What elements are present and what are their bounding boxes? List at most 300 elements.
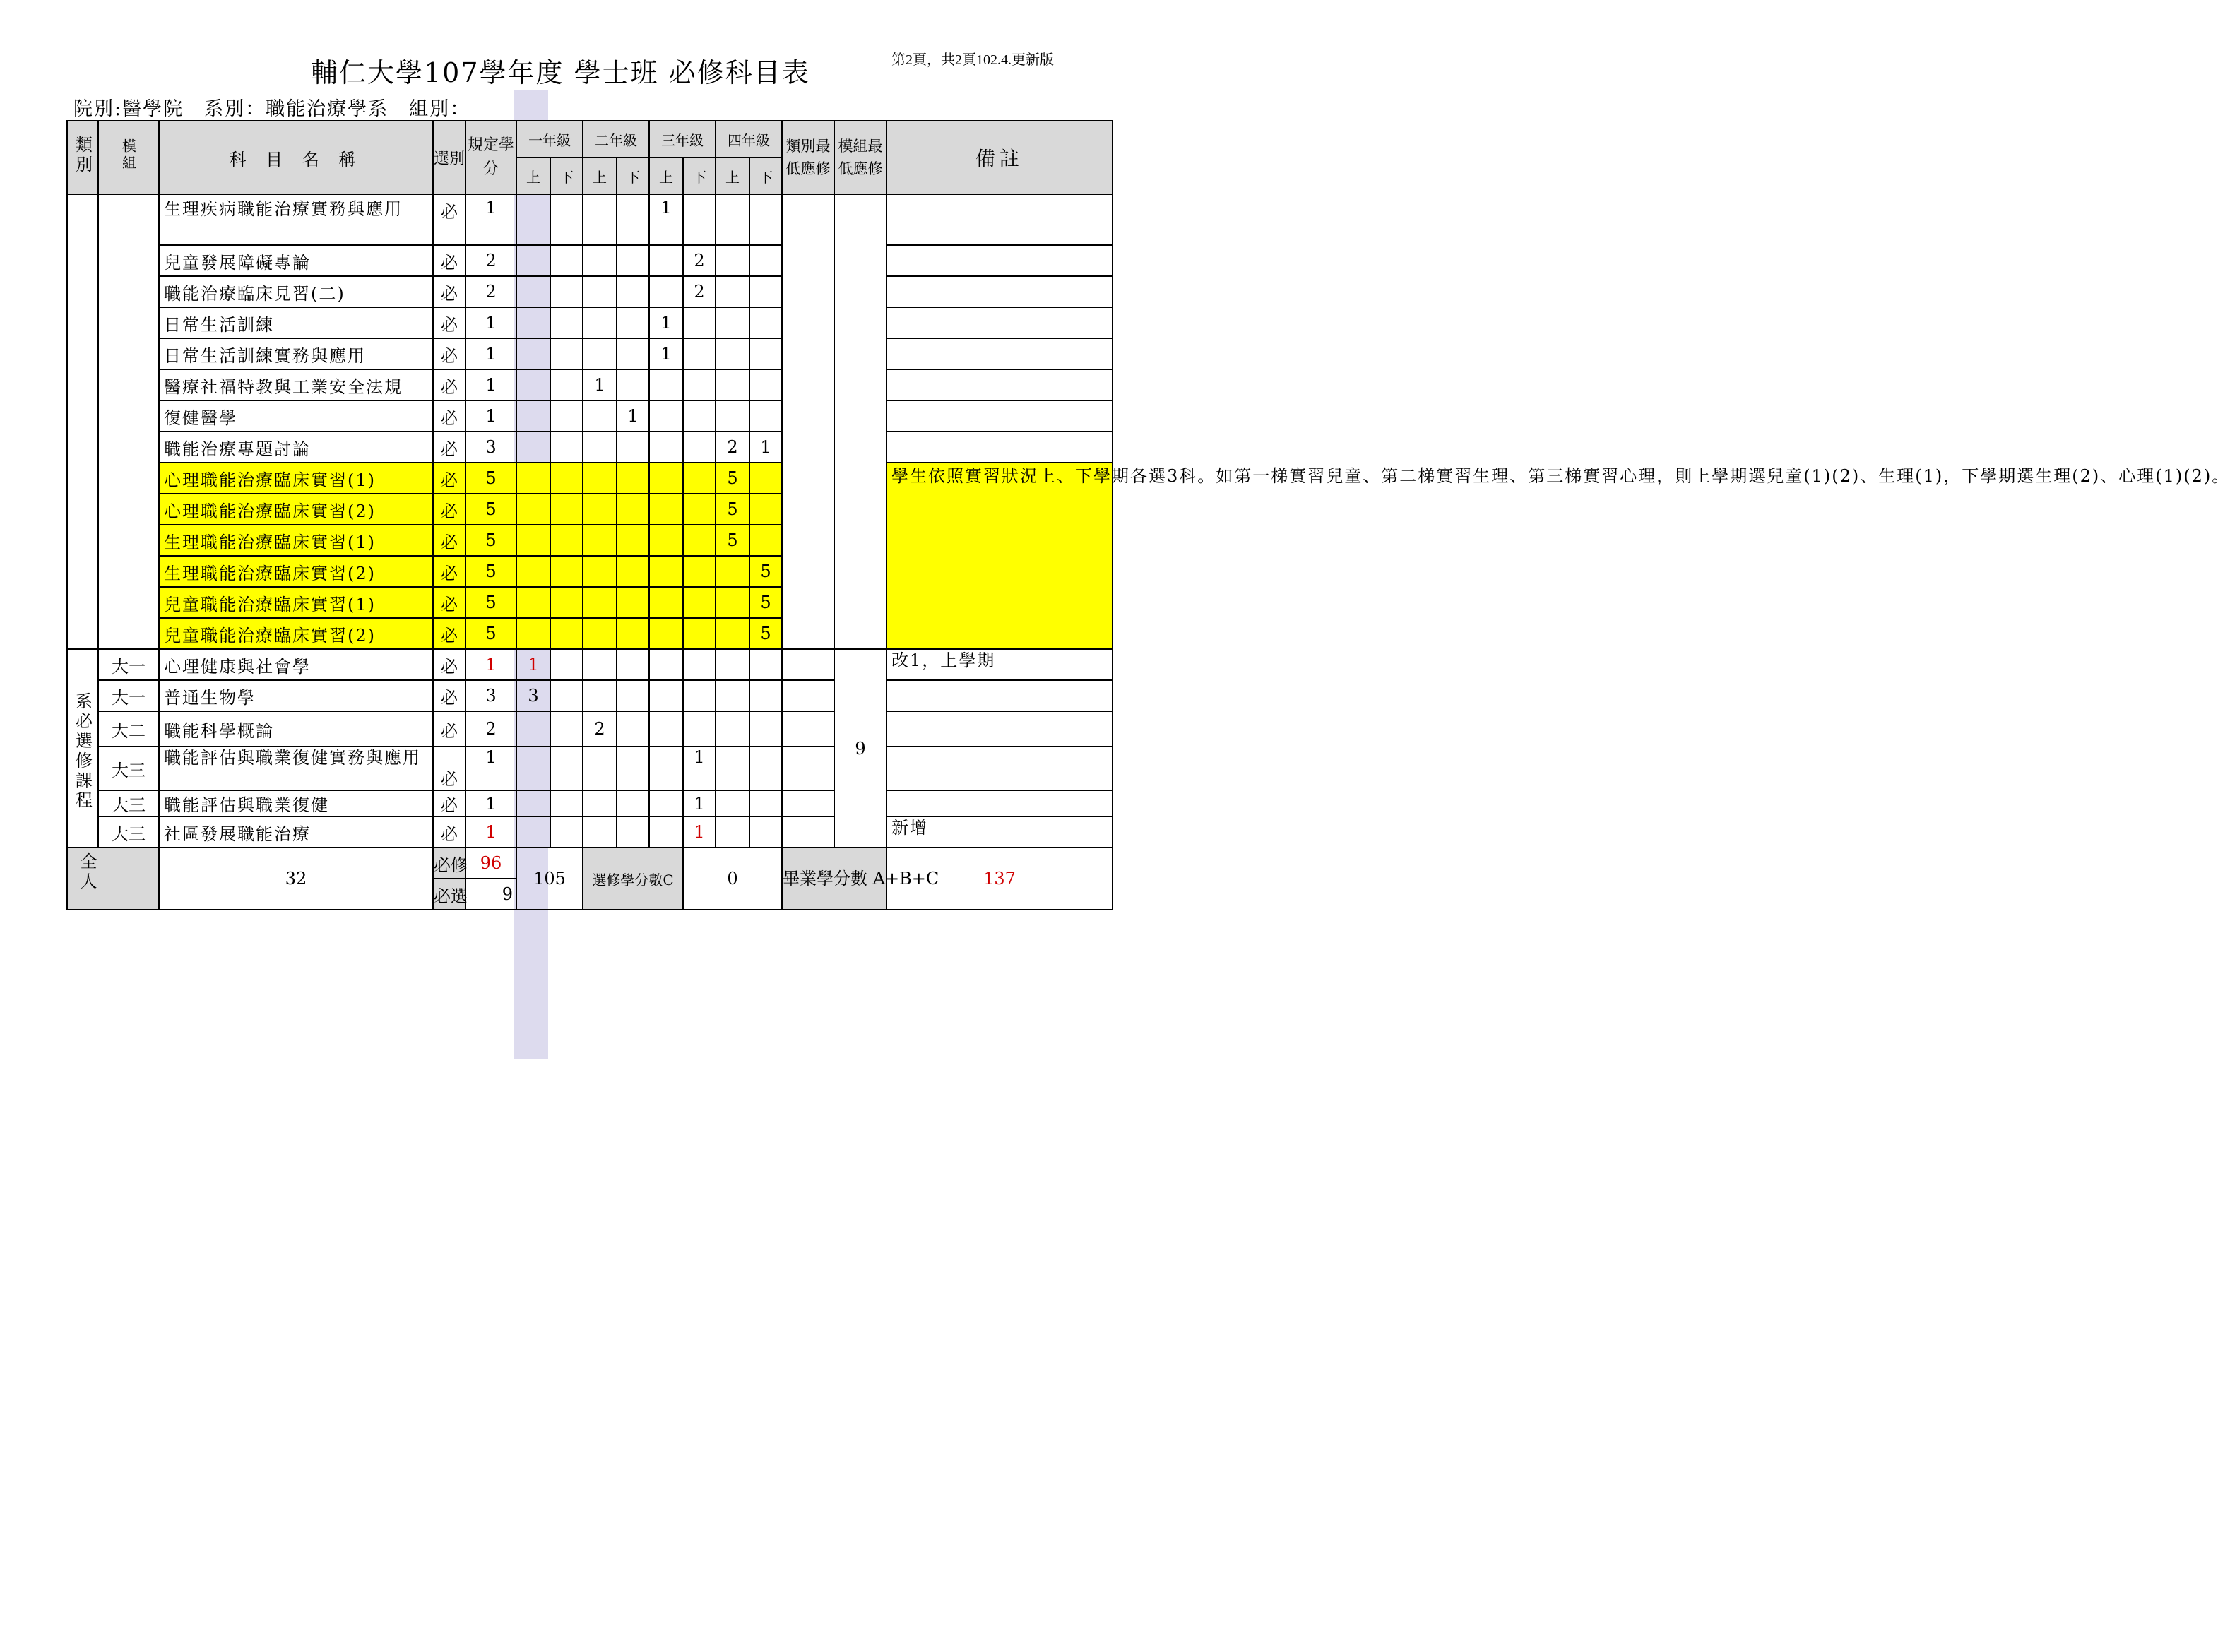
course-name: 社區發展職能治療 [159,816,433,848]
elective-category-label [67,649,98,848]
semester-cell: 1 [683,790,716,816]
required-flag: 必 [433,816,465,848]
semester-cell [683,587,716,618]
semester-cell [749,649,782,680]
semester-cell [583,747,617,790]
semester-cell [617,587,649,618]
semester-cell [683,618,716,649]
semester-cell [649,587,683,618]
semester-cell [583,307,617,338]
semester-cell [749,680,782,711]
required-flag: 必 [433,790,465,816]
semester-cell: 1 [683,816,716,848]
semester-cell [617,494,649,525]
remarks-cell [886,432,1113,463]
semester-cell [683,432,716,463]
credits-cell: 3 [465,680,516,711]
year-label: 大一 [98,649,159,680]
semester-cell: 1 [649,338,683,369]
semester-cell [716,790,749,816]
credits-cell: 1 [465,747,516,790]
semester-cell [649,649,683,680]
credits-cell: 1 [465,649,516,680]
page-info: 第2頁，共2頁102.4.更新版 [891,52,1054,68]
semester-cell [550,618,583,649]
credits-cell: 5 [465,618,516,649]
credits-cell: 5 [465,556,516,587]
y4-up-header: 上 [716,158,749,194]
semester-cell: 1 [649,194,683,245]
curriculum-table [66,120,2230,910]
elective-category-text: 系必選修課程 [72,692,93,811]
required-total: 96 [465,848,516,879]
semester-cell [516,587,550,618]
semester-cell [550,494,583,525]
semester-cell [617,790,649,816]
semester-cell [749,307,782,338]
semester-cell [683,307,716,338]
semester-cell [716,307,749,338]
semester-cell [649,463,683,494]
required-flag: 必 [433,307,465,338]
semester-cell [516,338,550,369]
semester-cell [516,400,550,432]
required-flag: 必 [433,369,465,400]
semester-cell [683,556,716,587]
semester-cell [683,680,716,711]
semester-cell [550,747,583,790]
semester-cell [749,245,782,276]
semester-cell: 1 [649,307,683,338]
semester-cell [550,400,583,432]
semester-cell [649,816,683,848]
y1-down-header: 下 [550,158,583,194]
remarks-cell [886,245,1113,276]
semester-cell [716,680,749,711]
course-name: 生理職能治療臨床實習(1) [159,525,433,556]
required-flag: 必 [433,400,465,432]
semester-cell [749,463,782,494]
semester-cell: 1 [683,747,716,790]
elective-row [67,790,1113,816]
course-name: 生理疾病職能治療實務與應用 [159,194,433,245]
required-flag: 必 [433,587,465,618]
semester-cell [516,790,550,816]
course-name: 職能治療臨床見習(二) [159,276,433,307]
remarks-cell [886,711,1113,747]
semester-cell [749,338,782,369]
semester-cell [617,276,649,307]
year1-header: 一年級 [516,121,583,158]
semester-cell [583,587,617,618]
credits-cell: 1 [465,790,516,816]
semester-cell: 5 [749,556,782,587]
remarks-cell [886,747,1113,790]
remarks-cell [886,307,1113,338]
required-label: 必修 [433,848,465,879]
semester-cell: 5 [716,494,749,525]
required-flag: 必 [433,747,465,790]
semester-cell [583,194,617,245]
semester-cell [583,400,617,432]
semester-cell [516,432,550,463]
course-name: 兒童發展障礙專論 [159,245,433,276]
elective-row [67,711,1113,747]
course-name: 心理職能治療臨床實習(1) [159,463,433,494]
semester-cell: 3 [516,680,550,711]
category-cell [67,194,98,649]
semester-cell [617,525,649,556]
remarks-header: 備註 [886,121,1113,194]
semester-cell [583,494,617,525]
required-flag: 必 [433,680,465,711]
required-flag: 必 [433,618,465,649]
header-row-1 [67,121,1113,158]
semester-cell [550,432,583,463]
semester-cell [649,680,683,711]
course-row [67,463,1113,494]
semester-cell: 5 [716,463,749,494]
year-label: 大三 [98,816,159,848]
semester-cell [617,556,649,587]
semester-cell [716,400,749,432]
credits-cell: 1 [465,816,516,848]
semester-cell [716,711,749,747]
elective-credits-label: 選修學分數C [583,848,683,910]
required-flag: 必 [433,649,465,680]
semester-cell [550,816,583,848]
course-name: 日常生活訓練 [159,307,433,338]
course-row [67,369,1113,400]
category-header: 類別 [67,121,98,194]
category-min-cell [782,649,834,680]
y3-up-header: 上 [649,158,683,194]
credits-cell: 2 [465,711,516,747]
course-name: 職能評估與職業復健實務與應用 [159,747,433,790]
semester-cell [683,463,716,494]
semester-cell [716,649,749,680]
semester-cell [649,494,683,525]
course-row [67,432,1113,463]
module-header: 模組 [98,121,159,194]
credits-cell: 2 [465,276,516,307]
year-label: 大三 [98,747,159,790]
year-label: 大二 [98,711,159,747]
elective-row [67,680,1113,711]
y1-up-header: 上 [516,158,550,194]
semester-cell [749,369,782,400]
category-min-cell [782,680,834,711]
semester-cell [550,194,583,245]
semester-cell: 1 [749,432,782,463]
course-name: 心理健康與社會學 [159,649,433,680]
semester-cell [649,556,683,587]
elective-row [67,649,1113,680]
semester-cell [683,194,716,245]
general-credits: 32 [159,848,433,910]
year-label: 大一 [98,680,159,711]
y2-up-header: 上 [583,158,617,194]
semester-cell [516,618,550,649]
semester-cell [716,747,749,790]
credits-cell: 5 [465,587,516,618]
semester-cell: 1 [583,369,617,400]
required-flag: 必 [433,494,465,525]
category-min-cell [782,747,834,790]
semester-cell [683,338,716,369]
semester-cell [583,245,617,276]
semester-cell [749,816,782,848]
year4-header: 四年級 [716,121,782,158]
remarks-cell [886,790,1113,816]
semester-cell [583,790,617,816]
required-flag: 必 [433,276,465,307]
semester-cell [749,194,782,245]
semester-cell [617,369,649,400]
graduation-credits-label: 畢業學分數 A+B+C [782,848,886,910]
semester-cell [617,338,649,369]
semester-cell [516,245,550,276]
semester-cell [583,649,617,680]
course-row [67,307,1113,338]
semester-cell [649,747,683,790]
course-name: 職能治療專題討論 [159,432,433,463]
remarks-cell: 改1，上學期 [886,649,1113,680]
semester-cell [516,194,550,245]
semester-cell [716,587,749,618]
y2-down-header: 下 [617,158,649,194]
department-subheader: 院別:醫學院 系別：職能治療學系 組別： [73,98,471,120]
elective-credits-value: 0 [683,848,782,910]
module-cell [98,194,159,649]
semester-cell [583,556,617,587]
remarks-cell [886,369,1113,400]
remarks-cell [886,680,1113,711]
category-min-cell [782,816,834,848]
course-name: 兒童職能治療臨床實習(2) [159,618,433,649]
year2-header: 二年級 [583,121,649,158]
required-flag: 必 [433,245,465,276]
remarks-cell: 新增 [886,816,1113,848]
semester-cell [583,276,617,307]
semester-cell [716,618,749,649]
semester-cell [617,816,649,848]
semester-cell [583,338,617,369]
semester-cell [716,556,749,587]
semester-cell [749,790,782,816]
course-name: 普通生物學 [159,680,433,711]
sum-total: 105 [516,848,583,910]
semester-cell [617,463,649,494]
semester-cell [516,307,550,338]
y3-down-header: 下 [683,158,716,194]
semester-cell: 1 [516,649,550,680]
semester-cell: 2 [683,276,716,307]
semester-cell [550,307,583,338]
semester-cell [516,463,550,494]
semester-cell [550,525,583,556]
semester-cell [749,276,782,307]
semester-cell [516,816,550,848]
semester-cell [516,711,550,747]
credits-cell: 1 [465,369,516,400]
credits-cell: 5 [465,525,516,556]
credits-cell: 5 [465,494,516,525]
semester-cell [716,369,749,400]
semester-cell [683,369,716,400]
module-min-value: 9 [834,649,886,848]
semester-cell [649,276,683,307]
remarks-cell [886,276,1113,307]
required-flag: 必 [433,194,465,245]
remarks-cell [886,400,1113,432]
credits-cell: 1 [465,194,516,245]
course-name: 醫療社福特教與工業安全法規 [159,369,433,400]
internship-note: 學生依照實習狀況上、下學期各選3科。如第一梯實習兒童、第二梯實習生理、第三梯實習心理，則上學期選兒童(1)(2)、生理(1)，下學期選生理(2)、心理(1)(2)。 [886,463,1113,649]
required-flag: 必 [433,463,465,494]
semester-cell [649,432,683,463]
credits-cell: 1 [465,307,516,338]
semester-cell: 5 [749,618,782,649]
semester-cell [583,680,617,711]
semester-cell [649,711,683,747]
course-row [67,194,1113,245]
required-flag: 必 [433,525,465,556]
year-label: 大三 [98,790,159,816]
semester-cell [649,525,683,556]
semester-cell [583,463,617,494]
semester-cell [583,618,617,649]
category-min-cell [782,194,834,649]
semester-cell [516,494,550,525]
semester-cell [516,556,550,587]
required-flag: 必 [433,432,465,463]
semester-cell [583,432,617,463]
semester-cell [550,369,583,400]
semester-cell [716,245,749,276]
semester-cell [716,194,749,245]
semester-cell [683,494,716,525]
semester-cell [749,494,782,525]
elective-row [67,747,1113,790]
semester-cell [649,618,683,649]
semester-cell [617,680,649,711]
semester-cell: 2 [716,432,749,463]
semester-cell [649,400,683,432]
semester-cell [617,307,649,338]
semester-cell: 5 [716,525,749,556]
semester-cell [683,400,716,432]
semester-cell [617,649,649,680]
required-flag: 必 [433,711,465,747]
semester-cell [583,816,617,848]
semester-cell [516,747,550,790]
remarks-cell [886,338,1113,369]
semester-cell [716,338,749,369]
semester-cell [617,432,649,463]
semester-cell: 5 [749,587,782,618]
semester-cell [617,194,649,245]
semester-cell [550,711,583,747]
semester-cell [617,711,649,747]
semester-cell [550,245,583,276]
totals-label [67,848,159,910]
semester-cell [749,747,782,790]
totals-label-text: 全人 [77,852,97,892]
semester-cell [749,711,782,747]
semester-cell [550,587,583,618]
semester-cell [550,338,583,369]
course-name: 職能評估與職業復健 [159,790,433,816]
semester-cell [550,556,583,587]
remarks-cell [886,194,1113,245]
semester-cell [550,276,583,307]
semester-cell [716,276,749,307]
semester-cell [550,680,583,711]
year3-header: 三年級 [649,121,716,158]
semester-cell [516,525,550,556]
module-min-cell [834,194,886,649]
page-title: 輔仁大學107學年度 學士班 必修科目表 [311,57,810,88]
course-row [67,245,1113,276]
course-name: 職能科學概論 [159,711,433,747]
semester-cell [550,790,583,816]
course-row [67,338,1113,369]
course-row [67,276,1113,307]
category-min-header: 類別最低應修 [782,121,834,194]
required-flag: 必 [433,338,465,369]
course-name: 心理職能治療臨床實習(2) [159,494,433,525]
semester-cell [683,711,716,747]
credits-cell: 2 [465,245,516,276]
semester-cell [617,747,649,790]
semester-cell [749,400,782,432]
semester-cell [683,649,716,680]
credits-cell: 1 [465,400,516,432]
category-min-cell [782,790,834,816]
course-name-header: 科 目 名 稱 [159,121,433,194]
credits-cell: 1 [465,338,516,369]
semester-cell [516,276,550,307]
course-name: 日常生活訓練實務與應用 [159,338,433,369]
y4-down-header: 下 [749,158,782,194]
semester-cell: 2 [583,711,617,747]
semester-cell [617,245,649,276]
semester-cell [716,816,749,848]
semester-cell [649,790,683,816]
semester-cell [516,369,550,400]
semester-cell [550,463,583,494]
semester-cell [649,369,683,400]
credits-header: 規定學分 [465,121,516,194]
elective-row [67,816,1113,848]
course-name: 復健醫學 [159,400,433,432]
semester-cell: 1 [617,400,649,432]
semester-cell [649,245,683,276]
credits-cell: 5 [465,463,516,494]
semester-cell [550,649,583,680]
module-min-header: 模組最低應修 [834,121,886,194]
semester-cell [617,618,649,649]
course-name: 兒童職能治療臨床實習(1) [159,587,433,618]
totals-row [67,848,1113,879]
course-name: 生理職能治療臨床實習(2) [159,556,433,587]
semester-cell: 2 [683,245,716,276]
semester-cell [583,525,617,556]
elective-header: 選別 [433,121,465,194]
selected-label: 必選 [433,879,465,910]
semester-cell [749,525,782,556]
